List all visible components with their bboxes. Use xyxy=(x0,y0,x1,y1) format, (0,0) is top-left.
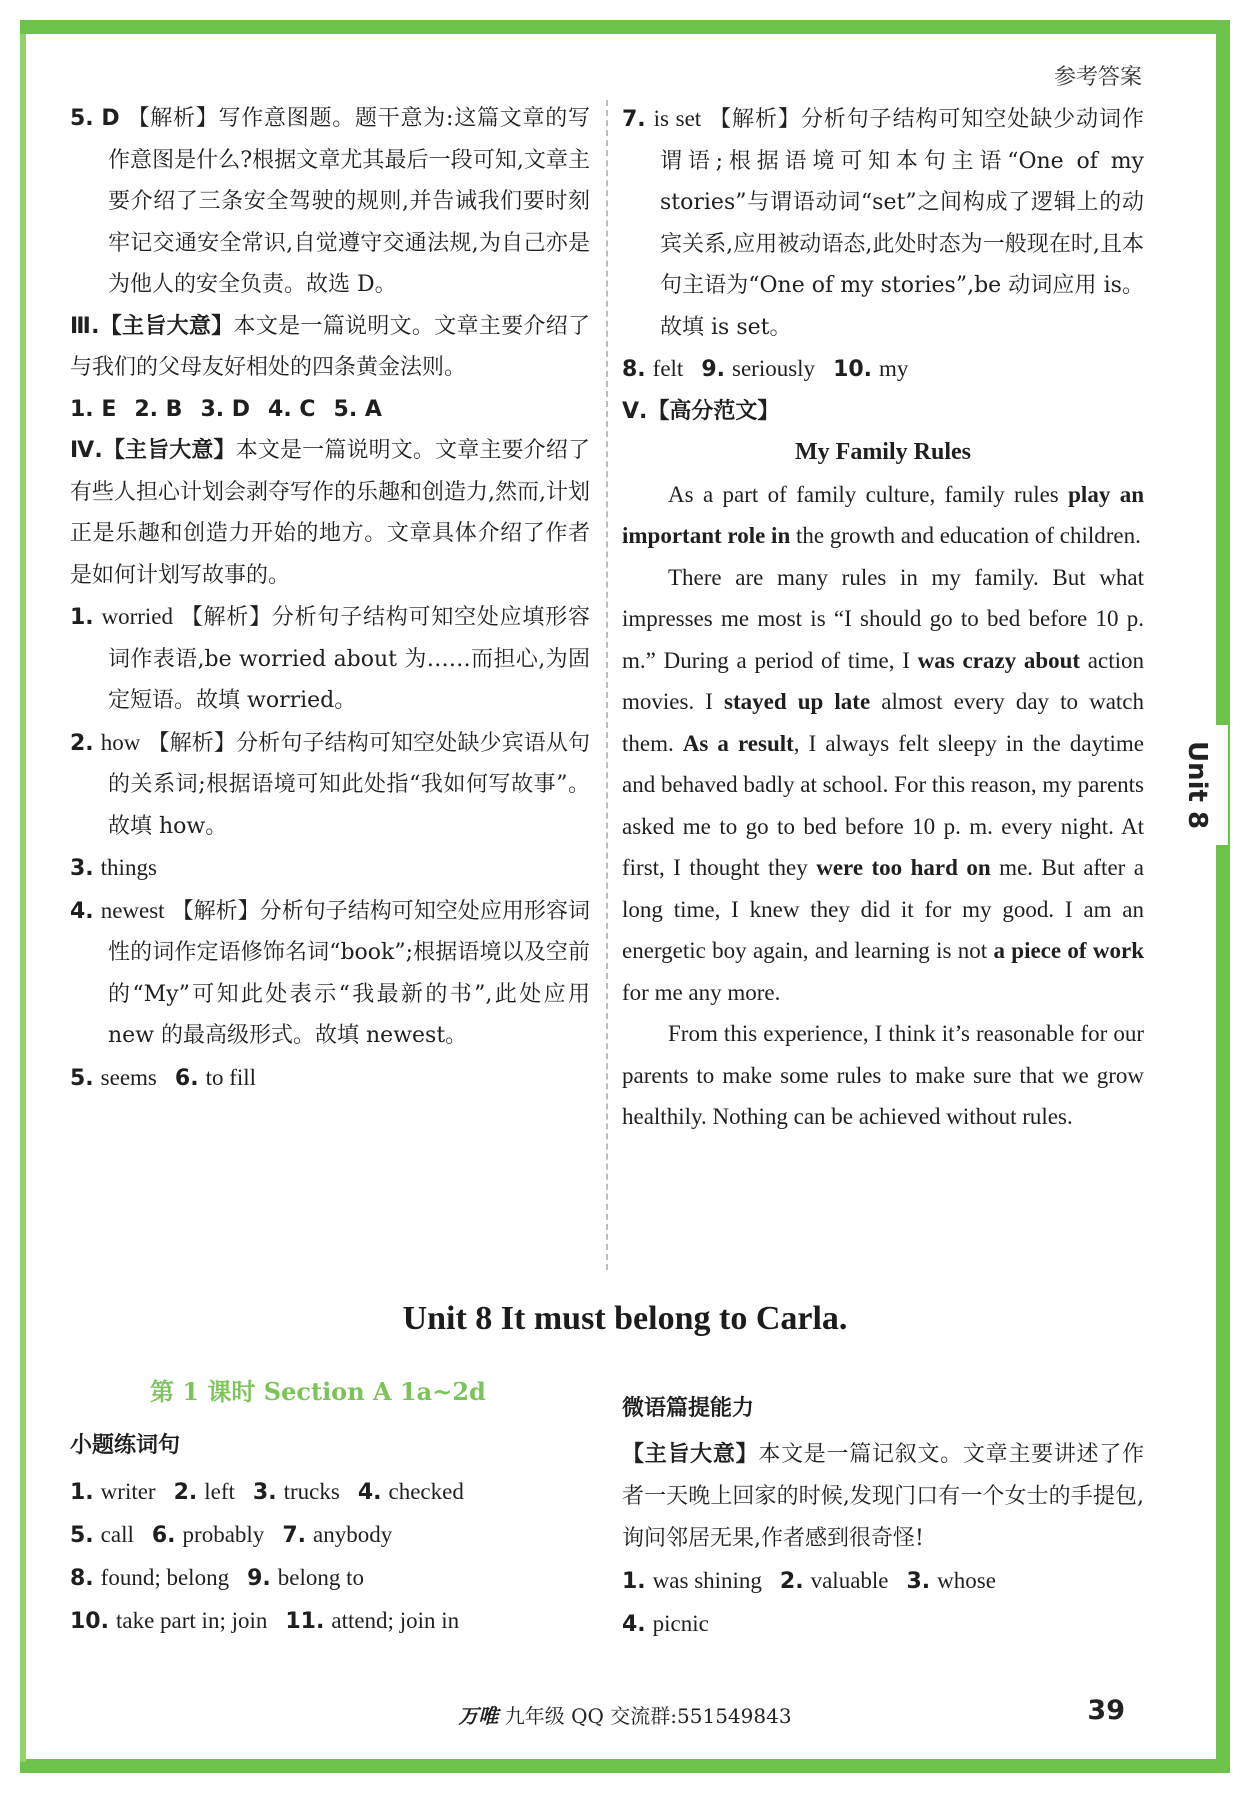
answer-item: 7. is set 【解析】分析句子结构可知空处缺少动词作谓语;根据语境可知本句主语“One of my stories”与谓语动词“set”之间构成了逻辑上的动宾关系,应用被动语态,此处时态为一般现在时,且本句主语为“One of my stories”,be 动词应用 is。故填 is set。 xyxy=(622,106,1144,340)
essay-paragraph: From this experience, I think it’s reasonable for our parents to make some rules to make sure that we grow healthily. Nothing can be achieved without rules. xyxy=(622,1021,1144,1129)
right-border xyxy=(1216,34,1230,1762)
bottom-right-section xyxy=(622,1388,1144,1646)
answer-row: 8. felt 9. seriously 10. my xyxy=(622,356,909,382)
answer-item: 5. D 【解析】写作意图题。题干意为:这篇文章的写作意图是什么?根据文章尤其最后一段可知,文章主要介绍了三条安全驾驶的规则,并告诫我们要时刻牢记交通安全常识,自觉遵守交通法规,为自己亦是为他人的安全负责。故选 D。 xyxy=(70,106,590,297)
answer-item: 1. worried 【解析】分析句子结构可知空处应填形容词作表语,be worried about 为……而担心,为固定短语。故填 worried。 xyxy=(70,604,590,713)
left-column xyxy=(70,98,590,1099)
answer-row: 5. call 6. probably 7. anybody xyxy=(70,1522,393,1548)
section-summary: Ⅲ.【主旨大意】本文是一篇说明文。文章主要介绍了与我们的父母友好相处的四条黄金法则。 xyxy=(70,313,590,380)
answer-row: 1. was shining 2. valuable 3. whose xyxy=(622,1568,996,1594)
left-border xyxy=(20,34,26,1762)
essay-paragraph: There are many rules in my family. But what impresses me most is “I should go to bed before 10 p. m.” During a period of time, I was crazy about action movies. I stayed up late almost every day to watch them. As a result, I always felt sleepy in the daytime and behaved badly at school. For this reason, my parents asked me to go to bed before 10 p. m. every night. At first, I thought they were too hard on me. But after a long time, I knew they did it for my good. I am an energetic boy again, and learning is not a piece of work for me any more. xyxy=(622,564,1145,1005)
column-divider xyxy=(606,100,608,1270)
answer-row: 1. E 2. B 3. D 4. C 5. A xyxy=(70,396,382,422)
answer-row: 1. writer 2. left 3. trucks 4. checked xyxy=(70,1479,464,1505)
answer-item: 3. things xyxy=(70,855,157,881)
answer-row: 4. picnic xyxy=(622,1611,709,1637)
section-heading: 微语篇提能力 xyxy=(622,1396,755,1421)
lesson-title: 第 1 课时 Section A 1a~2d xyxy=(150,1377,486,1406)
header-label: 参考答案 xyxy=(1053,65,1142,90)
section-heading: 小题练词句 xyxy=(70,1433,181,1458)
answer-item: 2. how 【解析】分析句子结构可知空处缺少宾语从句的关系词;根据语境可知此处指“我如何写故事”。故填 how。 xyxy=(70,729,590,839)
bottom-left-section xyxy=(70,1425,590,1643)
footer xyxy=(0,1700,1250,1729)
answer-row: 5. seems 6. to fill xyxy=(70,1064,257,1091)
bottom-border xyxy=(20,1759,1230,1773)
page-number: 39 xyxy=(1087,1695,1125,1726)
top-border xyxy=(20,20,1230,34)
right-column xyxy=(622,98,1144,1138)
essay-title: My Family Rules xyxy=(795,439,971,465)
essay-paragraph: As a part of family culture, family rules play an important role in the growth and education of children. xyxy=(622,481,1144,548)
unit-title: Unit 8 It must belong to Carla. xyxy=(402,1300,848,1337)
section-summary: 【主旨大意】本文是一篇记叙文。文章主要讲述了作者一天晚上回家的时候,发现门口有一个女士的手提包,询问邻居无果,作者感到很奇怪! xyxy=(622,1442,1144,1551)
footer-text: 九年级 QQ 交流群:551549843 xyxy=(504,1704,792,1728)
answer-row: 10. take part in; join 11. attend; join in xyxy=(70,1608,460,1634)
answer-row: 8. found; belong 9. belong to xyxy=(70,1565,364,1591)
section-heading: Ⅴ.【高分范文】 xyxy=(622,398,780,424)
section-summary: Ⅳ.【主旨大意】本文是一篇说明文。文章主要介绍了有些人担心计划会剥夺写作的乐趣和创造力,然而,计划正是乐趣和创造力开始的地方。文章具体介绍了作者是如何计划写故事的。 xyxy=(70,438,590,588)
footer-brand: 万唯 xyxy=(458,1704,499,1728)
answer-item: 4. newest 【解析】分析句子结构可知空处应用形容词性的词作定语修饰名词“book”;根据语境以及空前的“My”可知此处表示“我最新的书”,此处应用 new 的最高级形式。故填 newest。 xyxy=(70,897,590,1048)
unit-side-tab xyxy=(1166,725,1228,845)
essay-body xyxy=(622,474,1144,1138)
unit-side-tab-label: Unit 8 xyxy=(1182,740,1213,830)
